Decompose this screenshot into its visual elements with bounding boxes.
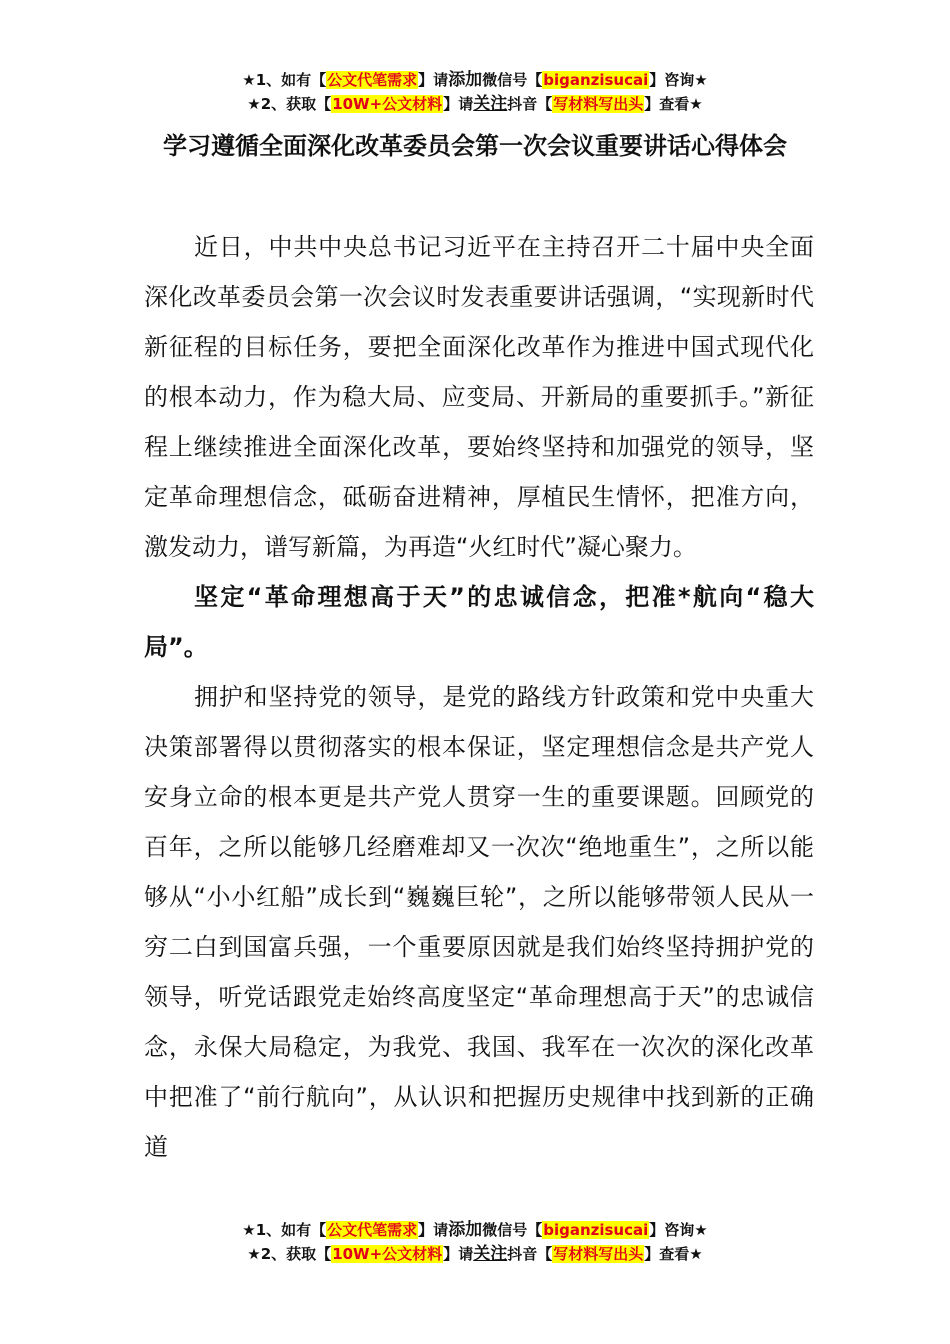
banner-text: 】请 (418, 1221, 449, 1239)
banner-text: ★1、如有【 (242, 71, 327, 89)
body-paragraph: 近日，中共中央总书记习近平在主持召开二十届中央全面深化改革委员会第一次会议时发表重要讲话强调，“实现新时代新征程的目标任务，要把全面深化改革作为推进中国式现代化的根本动力，作为稳大局、应变局、开新局的重要抓手。”新征程上继续推进全面深化改革，要始终坚持和加强党的领导，坚定革命理想信念，砥砺奋进精神，厚植民生情怀，把准方向，激发动力，谱写新篇，为再造“火红时代”凝心聚力。 (144, 233, 814, 561)
document-title: 学习遵循全面深化改革委员会第一次会议重要讲话心得体会 (163, 132, 787, 160)
banner-text: 】查看★ (644, 1245, 703, 1263)
douyin-id-highlight: 写材料写出头 (553, 1245, 644, 1263)
banner-text: 】请 (443, 1245, 474, 1263)
banner-text: 抖音【 (507, 1245, 553, 1263)
banner-line-1 (0, 1218, 950, 1242)
banner-text: 微信号【 (482, 71, 543, 89)
banner-emphasis: 添加 (448, 1220, 483, 1240)
banner-line-1 (0, 68, 950, 92)
banner-text: 】请 (443, 95, 474, 113)
wechat-id-highlight: biganzisucai (543, 1221, 649, 1239)
banner-text: 】请 (418, 71, 449, 89)
banner-highlight: 10W+公文材料 (332, 1245, 443, 1263)
body-paragraph: 拥护和坚持党的领导，是党的路线方针政策和党中央重大决策部署得以贯彻落实的根本保证，坚定理想信念是共产党人安身立命的根本更是共产党人贯穿一生的重要课题。回顾党的百年，之所以能够几经磨难却又一次次“绝地重生”，之所以能够从“小小红船”成长到“巍巍巨轮”，之所以能够带领人民从一穷二白到国富兵强，一个重要原因就是我们始终坚持拥护党的领导，听党话跟党走始终高度坚定“革命理想高于天”的忠诚信念，永保大局稳定，为我党、我国、我军在一次次的深化改革中把准了“前行航向”，从认识和把握历史规律中找到新的正确道 (144, 683, 814, 1161)
banner-emphasis: 关注 (473, 1244, 508, 1264)
wechat-id-highlight: biganzisucai (543, 71, 649, 89)
banner-emphasis: 添加 (448, 70, 483, 90)
douyin-id-highlight: 写材料写出头 (553, 95, 644, 113)
banner-text: 抖音【 (507, 95, 553, 113)
banner-text: ★2、获取【 (247, 1245, 332, 1263)
banner-text: ★2、获取【 (247, 95, 332, 113)
document-body (144, 222, 814, 1172)
footer-banner (0, 1218, 950, 1266)
header-banner (0, 68, 950, 116)
banner-line-2 (0, 92, 950, 116)
banner-text: 】咨询★ (649, 1221, 708, 1239)
banner-text: ★1、如有【 (242, 1221, 327, 1239)
banner-text: 】查看★ (644, 95, 703, 113)
banner-highlight: 10W+公文材料 (332, 95, 443, 113)
banner-text: 】咨询★ (649, 71, 708, 89)
section-heading: 坚定“革命理想高于天”的忠诚信念，把准*航向“稳大局”。 (144, 583, 814, 661)
banner-line-2 (0, 1242, 950, 1266)
banner-highlight: 公文代笔需求 (327, 71, 418, 89)
banner-emphasis: 关注 (473, 94, 508, 114)
banner-highlight: 公文代笔需求 (327, 1221, 418, 1239)
banner-text: 微信号【 (482, 1221, 543, 1239)
